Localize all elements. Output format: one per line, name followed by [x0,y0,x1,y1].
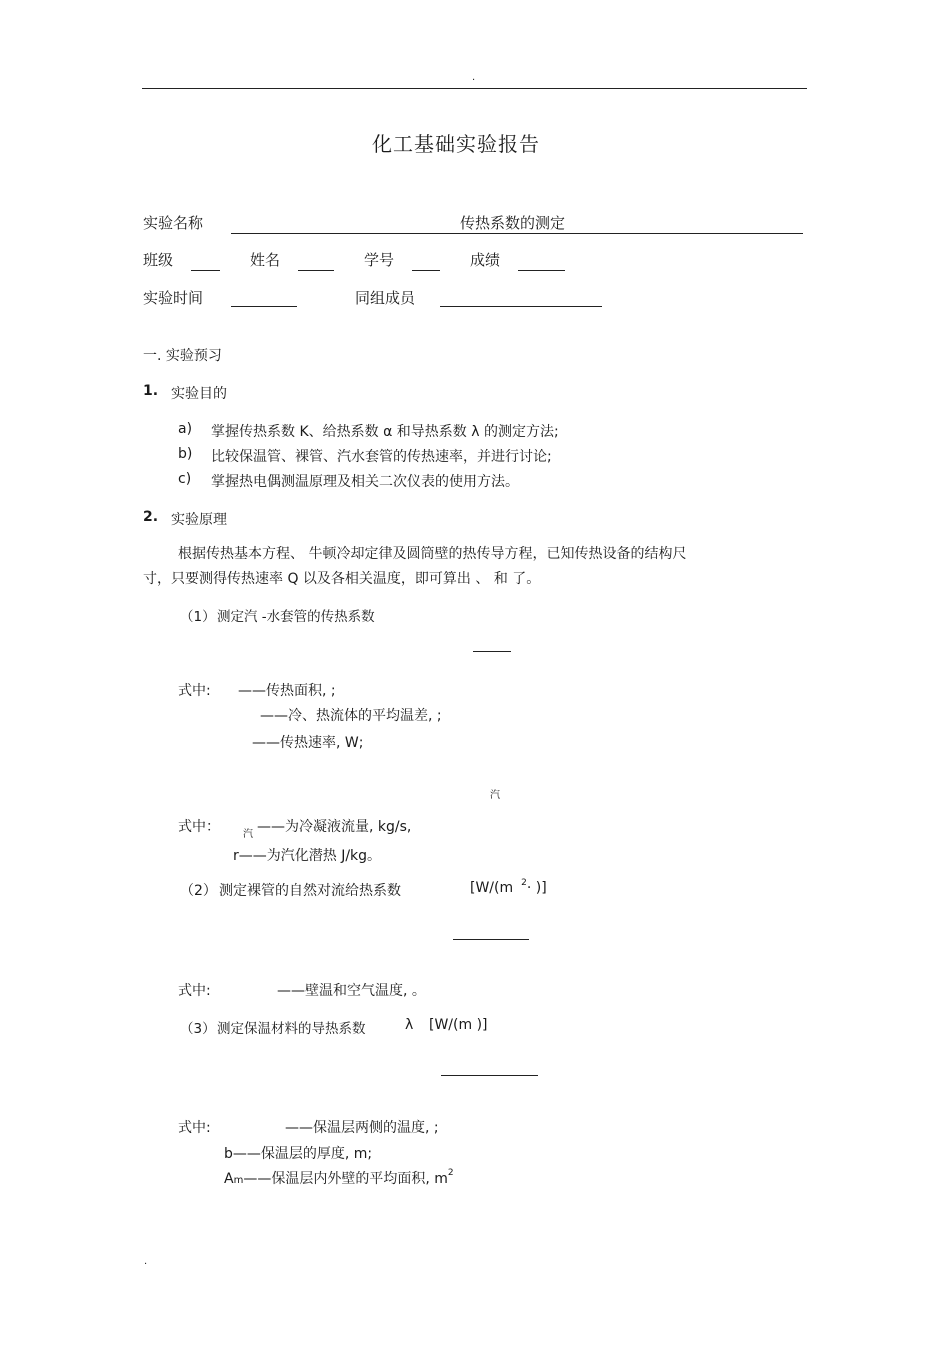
list-marker: a) [178,421,193,437]
fraction-bar [441,1075,538,1076]
header-dot: . [472,72,476,83]
definition-text: ——保温层内外壁的平均面积, m [243,1171,448,1187]
list-marker: c) [178,471,192,487]
where-label: 式中： [178,819,220,835]
part3-number: （3） [180,1021,216,1037]
part1-number: （1） [180,609,216,625]
symbol-a: A [224,1171,234,1187]
class-line [191,270,220,271]
fraction-bar [473,651,511,652]
definition-line: ——传热速率, W; [252,735,364,751]
part2-heading: 测定裸管的自然对流给热系数 [219,883,401,899]
where-label: 式中: [178,683,211,699]
list-item: 掌握热电偶测温原理及相关二次仪表的使用方法。 [211,474,519,490]
student-id-label: 学号 [364,251,395,269]
unit-superscript: 2 [447,1168,454,1178]
grade-line [518,270,565,271]
student-name-label: 姓名 [250,251,281,269]
list-item: 掌握传热系数 K、给热系数 α 和导热系数 λ 的测定方法; [211,424,559,440]
unit-text-main: [W/(m [470,880,514,896]
experiment-name-label: 实验名称 [143,214,204,232]
student-name-line [298,270,334,271]
subsection-title: 实验目的 [171,386,227,402]
definition-line: ——保温层两侧的温度, ; [285,1120,439,1136]
principle-paragraph-line2: 寸，只要测得传热速率 Q 以及各相关温度，即可算出 、 和 了。 [143,571,541,587]
lambda-symbol: λ [405,1017,414,1033]
part2-number: （2） [180,883,217,899]
experiment-time-line [231,306,297,307]
unit-text: [W/(m )] [429,1017,488,1033]
where-label: 式中: [178,983,211,999]
grade-label: 成绩 [470,251,501,269]
group-members-label: 同组成员 [355,289,416,307]
part3-heading: 测定保温材料的导热系数 [217,1021,366,1037]
definition-line: ——传热面积, ; [238,683,336,699]
part1-heading: 测定汽 -水套管的传热系数 [217,609,375,625]
steam-subscript: 汽 [490,790,500,801]
group-members-line [440,306,602,307]
unit-text [470,880,547,896]
symbol-subscript: m [233,1175,244,1186]
footer-dot: . [144,1256,148,1267]
fraction-bar [453,939,529,940]
principle-paragraph-line1: 根据传热基本方程、 牛顿冷却定律及圆筒壁的热传导方程，已知传热设备的结构尺 [178,546,687,562]
section-heading: 一. 实验预习 [143,348,222,364]
subsection-number: 2. [143,509,159,525]
definition-line: ——冷、热流体的平均温差, ; [260,708,442,724]
list-marker: b) [178,446,193,462]
steam-subscript: 汽 [243,829,253,840]
definition-line: b——保温层的厚度, m; [224,1146,373,1162]
definition-line: ——为冷凝液流量, kg/s, [257,819,412,835]
where-label: 式中: [178,1120,211,1136]
subsection-number: 1. [143,383,159,399]
definition-line [224,1168,454,1188]
experiment-name-line [231,233,803,234]
unit-text-end: · )] [526,880,547,896]
definition-line: r——为汽化潜热 J/kg。 [233,848,382,864]
header-rule [142,88,807,89]
student-id-line [412,270,440,271]
experiment-time-label: 实验时间 [143,289,204,307]
page-title: 化工基础实验报告 [372,132,540,156]
unit-superscript: 2 [521,878,527,888]
subsection-title: 实验原理 [171,512,227,528]
class-label: 班级 [143,251,174,269]
experiment-name-value: 传热系数的测定 [460,214,566,232]
definition-line: ——壁温和空气温度, 。 [277,983,426,999]
list-item: 比较保温管、裸管、汽水套管的传热速率，并进行讨论; [211,449,552,465]
